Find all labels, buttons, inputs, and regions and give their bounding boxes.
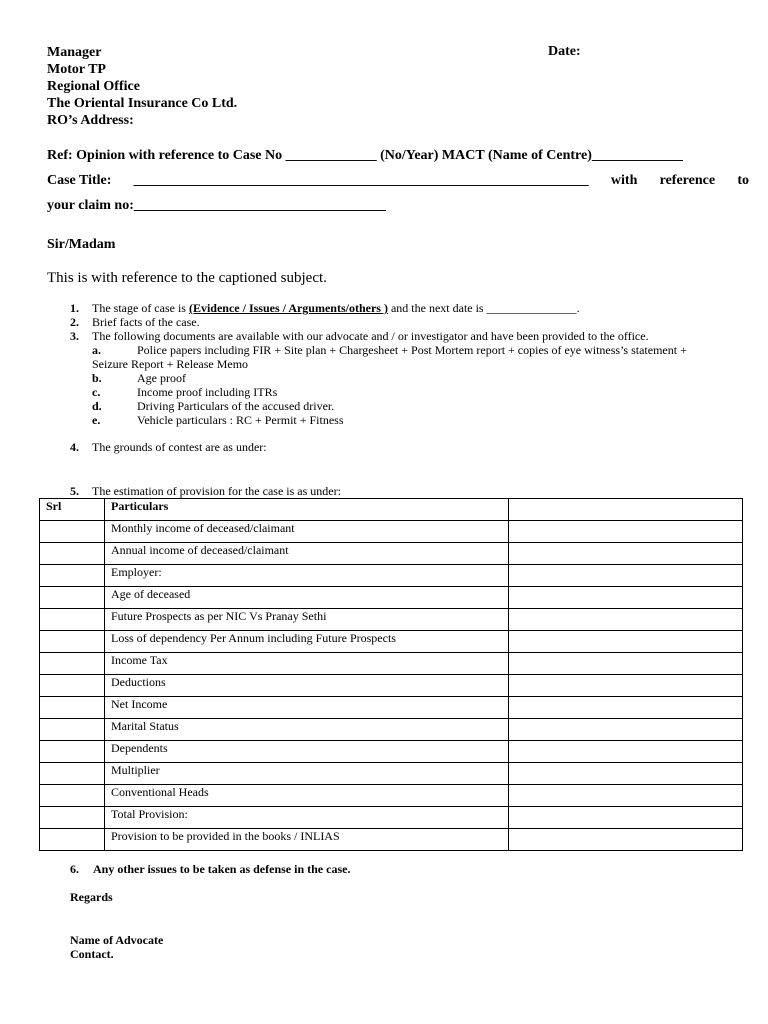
- table-cell-particular: Multiplier: [105, 763, 509, 785]
- table-cell-value: [509, 521, 743, 543]
- table-cell-value: [509, 631, 743, 653]
- intro-text: This is with reference to the captioned subject.: [47, 270, 327, 286]
- table-cell-srl: [40, 609, 105, 631]
- table-cell-srl: [40, 763, 105, 785]
- table-cell-srl: [40, 807, 105, 829]
- list-item: [70, 862, 350, 877]
- table-cell-particular: Monthly income of deceased/claimant: [105, 521, 509, 543]
- reference-word: with: [610, 173, 638, 188]
- advocate-name-label: Name of Advocate: [70, 933, 164, 947]
- table-row: [40, 521, 743, 543]
- table-row: [40, 719, 743, 741]
- table-cell-value: [509, 719, 743, 741]
- table-cell-particular: Marital Status: [105, 719, 509, 741]
- table-cell-value: [509, 565, 743, 587]
- addressee-line: Manager: [47, 45, 102, 60]
- table-row: [40, 609, 743, 631]
- sub-item-continuation: Seizure Report + Release Memo: [92, 357, 249, 371]
- documents-intro: The following documents are available with our advocate and / or investigator and have been provided to the office.: [92, 329, 649, 343]
- table-header-particulars: Particulars: [105, 499, 509, 521]
- case-title-label: Case Title:: [47, 173, 112, 188]
- date-label: Date:: [548, 44, 581, 59]
- table-cell-value: [509, 543, 743, 565]
- table-cell-value: [509, 763, 743, 785]
- case-title-blank: _________________________________________________________________: [133, 173, 589, 188]
- list-text: Brief facts of the case.: [92, 315, 200, 329]
- table-cell-particular: Conventional Heads: [105, 785, 509, 807]
- table-cell-particular: Future Prospects as per NIC Vs Pranay Sethi: [105, 609, 509, 631]
- table-header-row: [40, 499, 743, 521]
- table-cell-srl: [40, 829, 105, 851]
- signature-block: [70, 933, 163, 961]
- reference-block: [47, 143, 749, 218]
- reference-word: reference: [659, 173, 716, 188]
- sub-text: Income proof including ITRs: [137, 385, 278, 399]
- sub-label: d.: [92, 399, 102, 413]
- reference-line-2: [47, 168, 749, 193]
- table-cell-value: [509, 653, 743, 675]
- table-cell-srl: [40, 565, 105, 587]
- table-cell-value: [509, 807, 743, 829]
- table-cell-particular: Age of deceased: [105, 587, 509, 609]
- table-cell-srl: [40, 675, 105, 697]
- list-item: [70, 315, 750, 329]
- table-header-value: [509, 499, 743, 521]
- table-cell-srl: [40, 521, 105, 543]
- sub-label: e.: [92, 413, 101, 427]
- table-cell-particular: Deductions: [105, 675, 509, 697]
- table-cell-srl: [40, 719, 105, 741]
- addressee-line: Regional Office: [47, 79, 140, 94]
- stage-text-pre: The stage of case is: [92, 301, 189, 315]
- table-row: [40, 565, 743, 587]
- list-text: The grounds of contest are as under:: [92, 440, 267, 454]
- table-row: [40, 587, 743, 609]
- table-row: [40, 543, 743, 565]
- table-cell-particular: Employer:: [105, 565, 509, 587]
- table-row: [40, 785, 743, 807]
- table-cell-value: [509, 785, 743, 807]
- table-cell-value: [509, 829, 743, 851]
- table-cell-particular: Provision to be provided in the books / INLIAS: [105, 829, 509, 851]
- table-cell-particular: Loss of dependency Per Annum including Future Prospects: [105, 631, 509, 653]
- list-text: The estimation of provision for the case is as under:: [92, 484, 341, 498]
- salutation: Sir/Madam: [47, 237, 116, 252]
- table-cell-srl: [40, 631, 105, 653]
- table-cell-particular: Total Provision:: [105, 807, 509, 829]
- table-row: [40, 653, 743, 675]
- sub-label: c.: [92, 385, 101, 399]
- table-header-srl: Srl: [40, 499, 105, 521]
- table-row: [40, 675, 743, 697]
- reference-word: to: [737, 173, 749, 188]
- table-cell-value: [509, 697, 743, 719]
- list-item: [70, 484, 341, 498]
- addressee-line: RO’s Address:: [47, 113, 134, 128]
- addressee-line: Motor TP: [47, 62, 106, 77]
- list-text: Any other issues to be taken as defense in the case.: [93, 862, 351, 876]
- list-number: 2.: [70, 315, 79, 329]
- table-row: [40, 763, 743, 785]
- table-row: [40, 807, 743, 829]
- list-number: 3.: [70, 329, 79, 343]
- table-row: [40, 829, 743, 851]
- addressee-block: [47, 44, 237, 129]
- table-cell-particular: Annual income of deceased/claimant: [105, 543, 509, 565]
- sub-label: a.: [92, 343, 101, 357]
- numbered-list: [70, 301, 750, 454]
- table-cell-particular: Net Income: [105, 697, 509, 719]
- provision-table: [39, 498, 743, 851]
- sub-item: [92, 385, 750, 399]
- table-cell-value: [509, 675, 743, 697]
- list-item: [70, 440, 750, 454]
- regards: Regards: [70, 890, 113, 904]
- list-number: 6.: [70, 862, 79, 876]
- sub-item: [92, 343, 750, 357]
- table-cell-srl: [40, 543, 105, 565]
- table-cell-value: [509, 609, 743, 631]
- table-cell-value: [509, 741, 743, 763]
- sub-text: Police papers including FIR + Site plan + Chargesheet + Post Mortem report + copies of eye witness’s statement +: [137, 343, 687, 357]
- table-cell-particular: Income Tax: [105, 653, 509, 675]
- sub-item: [92, 413, 750, 427]
- contact-label: Contact.: [70, 947, 114, 961]
- table-cell-srl: [40, 741, 105, 763]
- list-item: [70, 329, 750, 427]
- table-cell-srl: [40, 653, 105, 675]
- list-number: 1.: [70, 301, 79, 315]
- table-cell-value: [509, 587, 743, 609]
- reference-case-text: Ref: Opinion with reference to Case No _____________ (No/Year) MACT (Name of Centre)_____________: [47, 148, 683, 163]
- claim-no-line: your claim no:____________________________________: [47, 198, 386, 213]
- list-text: [92, 301, 750, 315]
- list-number: 5.: [70, 484, 79, 498]
- table-row: [40, 741, 743, 763]
- table-row: [40, 631, 743, 653]
- stage-options: (Evidence / Issues / Arguments/others ): [188, 301, 388, 315]
- sub-label: b.: [92, 371, 102, 385]
- sub-text: Driving Particulars of the accused driver.: [137, 399, 335, 413]
- addressee-line: The Oriental Insurance Co Ltd.: [47, 96, 238, 111]
- stage-text-post: and the next date is _______________.: [387, 301, 580, 315]
- reference-line-1: [47, 143, 749, 168]
- sub-item: [92, 399, 750, 413]
- sub-item: [92, 371, 750, 385]
- list-item: [70, 301, 750, 315]
- table-row: [40, 697, 743, 719]
- table-cell-srl: [40, 697, 105, 719]
- table-cell-srl: [40, 785, 105, 807]
- list-text: [92, 329, 750, 427]
- table-cell-srl: [40, 587, 105, 609]
- table-cell-particular: Dependents: [105, 741, 509, 763]
- list-number: 4.: [70, 440, 79, 454]
- sub-text: Age proof: [137, 371, 186, 385]
- sub-text: Vehicle particulars : RC + Permit + Fitness: [137, 413, 344, 427]
